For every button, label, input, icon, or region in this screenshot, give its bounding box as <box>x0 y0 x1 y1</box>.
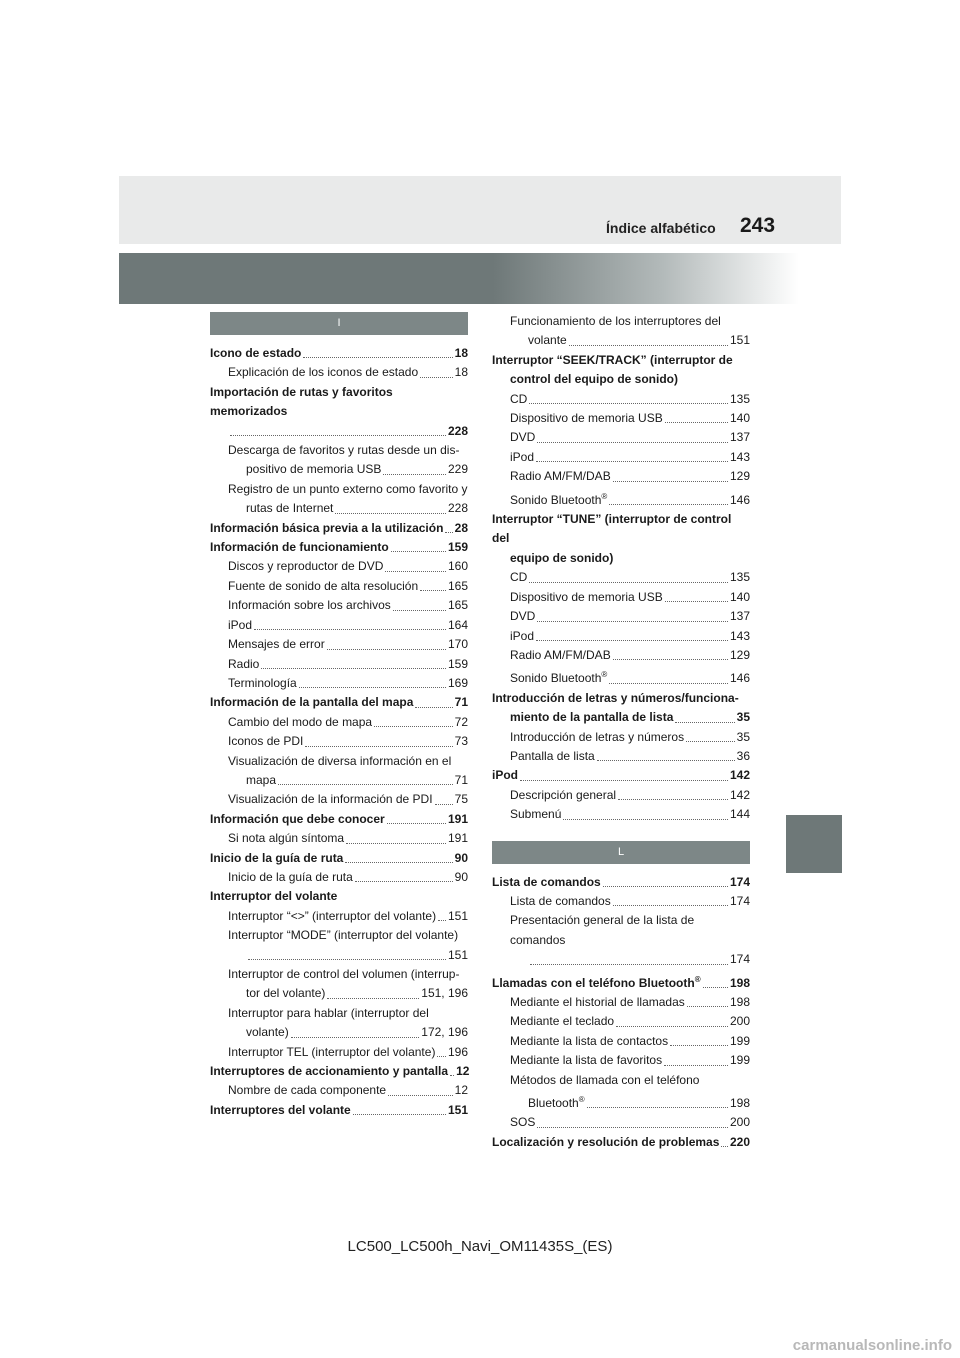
entry-label-cont: mapa <box>246 772 277 787</box>
index-entry <box>210 635 468 654</box>
entry-label-cont: Bluetooth® <box>528 1095 585 1111</box>
entry-label: Métodos de llamada con el teléfono <box>510 1072 700 1087</box>
entry-label: Introducción de letras y números <box>510 729 685 744</box>
index-entry <box>492 1012 750 1031</box>
entry-list-right-top <box>492 312 750 825</box>
entry-page: 137 <box>729 609 750 624</box>
entry-label: Mediante la lista de favoritos <box>510 1053 663 1068</box>
index-entry <box>210 1062 468 1081</box>
entry-page: 159 <box>447 540 468 555</box>
entry-page: 151 <box>447 947 468 962</box>
index-entry <box>492 510 750 568</box>
entry-label: Interruptor para hablar (interruptor del <box>228 1005 429 1020</box>
entry-page: 142 <box>729 787 750 802</box>
entry-page: 12 <box>454 1083 468 1098</box>
entry-page: 200 <box>729 1115 750 1130</box>
index-entry <box>210 868 468 887</box>
index-entry <box>492 467 750 486</box>
index-entry <box>210 810 468 829</box>
entry-label-cont: equipo de sonido) <box>510 550 614 565</box>
entry-label: Fuente de sonido de alta resolución <box>228 578 419 593</box>
entry-page: 28 <box>454 520 468 535</box>
index-entry <box>492 646 750 665</box>
entry-page: 18 <box>454 346 468 360</box>
index-entry <box>492 588 750 607</box>
index-entry <box>210 907 468 926</box>
index-entry <box>210 887 468 906</box>
entry-page: 151, 196 <box>421 986 468 1001</box>
entry-label: Radio <box>228 656 260 671</box>
entry-page: 12 <box>456 1064 470 1079</box>
index-entry <box>210 829 468 848</box>
index-entry <box>492 1051 750 1070</box>
entry-label: Interruptor TEL (interruptor del volante) <box>228 1044 436 1059</box>
index-entry <box>492 873 750 892</box>
entry-label: Submenú <box>510 807 562 822</box>
entry-label-cont: rutas de Internet <box>246 501 334 516</box>
entry-label: Visualización de diversa información en el <box>228 753 452 768</box>
entry-label: CD <box>510 570 528 585</box>
index-entry <box>492 409 750 428</box>
entry-label: Registro de un punto externo como favorito y <box>228 481 468 496</box>
entry-label-cont: volante) <box>246 1025 289 1040</box>
entry-page: 151 <box>447 1102 468 1117</box>
entry-label: Mediante la lista de contactos <box>510 1033 669 1048</box>
index-entry <box>492 786 750 805</box>
index-entry <box>492 1032 750 1051</box>
entry-page: 151 <box>729 333 750 348</box>
chapter-gradient-bar <box>119 253 799 304</box>
entry-page: 90 <box>454 869 468 884</box>
entry-label: Visualización de la información de PDI <box>228 792 433 807</box>
entry-page: 146 <box>729 671 750 686</box>
entry-label: Icono de estado <box>210 346 302 360</box>
index-entry <box>210 790 468 809</box>
index-entry <box>210 1043 468 1062</box>
entry-label: Pantalla de lista <box>510 748 595 763</box>
index-entry <box>210 519 468 538</box>
index-entry <box>492 689 750 728</box>
index-entry <box>210 557 468 576</box>
entry-page: 170 <box>447 637 468 652</box>
entry-label: iPod <box>492 768 518 783</box>
index-column-left <box>210 312 468 1120</box>
entry-label: Información sobre los archivos <box>228 598 391 613</box>
entry-page: 198 <box>729 1096 750 1111</box>
index-entry <box>492 892 750 911</box>
entry-label: Funcionamiento de los interruptores del <box>510 314 721 328</box>
index-entry <box>210 363 468 382</box>
entry-page: 73 <box>454 734 468 749</box>
index-entry <box>210 538 468 557</box>
index-entry <box>210 713 468 732</box>
entry-page: 135 <box>729 391 750 406</box>
entry-page: 165 <box>447 598 468 613</box>
index-entry <box>492 665 750 688</box>
entry-label: DVD <box>510 430 536 445</box>
entry-label: Mediante el teclado <box>510 1014 615 1029</box>
page-header-band <box>119 176 841 244</box>
entry-label-cont: tor del volante) <box>246 986 326 1001</box>
entry-page: 196 <box>447 1044 468 1059</box>
index-entry <box>492 911 750 969</box>
index-entry <box>210 1004 468 1043</box>
entry-page: 75 <box>454 792 468 807</box>
entry-list-left <box>210 344 468 1120</box>
entry-label: Introducción de letras y números/funciona- <box>492 690 739 705</box>
entry-page: 18 <box>454 365 468 380</box>
entry-label: Localización y resolución de problemas <box>492 1134 720 1149</box>
entry-label: Información de funcionamiento <box>210 540 389 555</box>
entry-label: Inicio de la guía de ruta <box>228 869 353 884</box>
entry-label: Interruptor “TUNE” (interruptor de control del <box>492 512 732 546</box>
index-entry <box>492 1113 750 1132</box>
entry-label: Lista de comandos <box>510 893 611 908</box>
entry-page: 143 <box>729 449 750 464</box>
entry-page: 172, 196 <box>421 1025 468 1040</box>
entry-page: 36 <box>736 748 750 763</box>
entry-page: 71 <box>454 695 468 710</box>
entry-label: DVD <box>510 609 536 624</box>
index-entry <box>492 993 750 1012</box>
index-entry <box>210 577 468 596</box>
index-entry <box>492 607 750 626</box>
entry-label: Mediante el historial de llamadas <box>510 995 685 1009</box>
index-entry <box>210 849 468 868</box>
index-entry <box>492 728 750 747</box>
entry-page: 228 <box>447 423 468 438</box>
entry-label: Información básica previa a la utilización <box>210 520 444 535</box>
entry-page: 174 <box>729 893 750 908</box>
entry-list-right-bottom <box>492 873 750 1153</box>
entry-label: Interruptores de accionamiento y pantalla <box>210 1064 449 1079</box>
entry-page: 140 <box>729 411 750 426</box>
entry-label: Si nota algún síntoma <box>228 831 345 846</box>
index-entry <box>492 766 750 785</box>
entry-label: Cambio del modo de mapa <box>228 714 373 729</box>
entry-label-cont: miento de la pantalla de lista <box>510 710 674 725</box>
index-entry <box>492 1071 750 1114</box>
entry-page: 35 <box>736 729 750 744</box>
index-entry <box>210 965 468 1004</box>
entry-page: 143 <box>729 628 750 643</box>
entry-label: Interruptores del volante <box>210 1102 351 1117</box>
entry-label: Presentación general de la lista de comandos <box>510 913 695 947</box>
entry-page: 151 <box>447 908 468 923</box>
entry-page: 164 <box>447 617 468 632</box>
index-entry <box>492 487 750 510</box>
index-entry <box>210 480 468 519</box>
index-entry <box>492 390 750 409</box>
entry-page: 144 <box>729 807 750 822</box>
entry-label: Iconos de PDI <box>228 734 304 749</box>
page-number: 243 <box>740 214 776 237</box>
entry-label-cont: volante <box>528 333 567 348</box>
index-entry <box>210 732 468 751</box>
entry-label: Lista de comandos <box>492 874 601 889</box>
entry-page: 199 <box>729 1033 750 1048</box>
entry-page: 169 <box>447 675 468 690</box>
entry-page: 71 <box>454 772 468 787</box>
entry-label: Información que debe conocer <box>210 811 385 826</box>
index-entry <box>492 627 750 646</box>
index-entry <box>492 805 750 824</box>
entry-label: Interruptor “MODE” (interruptor del volante) <box>228 928 459 943</box>
entry-label: Llamadas con el teléfono Bluetooth® <box>492 974 701 990</box>
entry-label: Información de la pantalla del mapa <box>210 695 414 710</box>
entry-page: 191 <box>447 831 468 846</box>
entry-page: 72 <box>454 714 468 729</box>
chapter-side-tab <box>786 815 842 873</box>
index-entry <box>492 1133 750 1152</box>
entry-page: 229 <box>447 462 468 477</box>
entry-label-cont: control del equipo de sonido) <box>510 372 678 387</box>
index-entry <box>210 596 468 615</box>
index-entry <box>210 693 468 712</box>
entry-page: 140 <box>729 589 750 604</box>
index-entry <box>210 1101 468 1120</box>
index-entry <box>210 674 468 693</box>
entry-page: 228 <box>447 501 468 516</box>
entry-label: Importación de rutas y favoritos memorizados <box>210 384 393 419</box>
entry-page: 129 <box>729 469 750 484</box>
index-entry <box>210 616 468 635</box>
entry-label: CD <box>510 391 528 406</box>
entry-label: Interruptor “<>” (interruptor del volante) <box>228 908 437 923</box>
entry-label: Descripción general <box>510 787 617 802</box>
page-title: Índice alfabético <box>606 220 716 236</box>
section-header-l: L <box>492 841 750 864</box>
entry-label: Terminología <box>228 675 297 690</box>
entry-page: 174 <box>729 874 750 889</box>
entry-page: 35 <box>736 710 750 725</box>
entry-label: Explicación de los iconos de estado <box>228 365 419 380</box>
entry-label: Inicio de la guía de ruta <box>210 850 344 865</box>
index-entry <box>210 655 468 674</box>
section-header-i: I <box>210 312 468 335</box>
index-entry <box>492 312 750 351</box>
entry-page: 160 <box>447 559 468 574</box>
entry-page: 142 <box>729 768 750 783</box>
entry-page: 191 <box>447 811 468 826</box>
entry-page: 146 <box>729 492 750 507</box>
entry-label: iPod <box>510 628 535 643</box>
entry-label: Interruptor “SEEK/TRACK” (interruptor de <box>492 352 733 367</box>
entry-label: Discos y reproductor de DVD <box>228 559 384 574</box>
index-entry <box>492 448 750 467</box>
entry-label: Interruptor del volante <box>210 889 338 904</box>
index-column-right <box>492 312 750 1152</box>
entry-label: Radio AM/FM/DAB <box>510 647 611 662</box>
entry-page: 159 <box>447 656 468 671</box>
entry-page: 135 <box>729 570 750 585</box>
entry-page: 174 <box>729 952 750 967</box>
entry-label: SOS <box>510 1115 536 1130</box>
entry-page: 220 <box>729 1134 750 1149</box>
document-code-footer: LC500_LC500h_Navi_OM11435S_(ES) <box>347 1238 613 1255</box>
index-entry <box>492 428 750 447</box>
index-entry <box>210 926 468 965</box>
entry-label: Sonido Bluetooth® <box>510 491 608 507</box>
entry-page: 129 <box>729 647 750 662</box>
entry-label: Interruptor de control del volumen (interrup- <box>228 967 460 981</box>
entry-page: 90 <box>454 850 468 865</box>
entry-page: 137 <box>729 430 750 445</box>
watermark: carmanualsonline.info <box>792 1337 952 1354</box>
entry-label: Dispositivo de memoria USB <box>510 589 663 604</box>
entry-label: Sonido Bluetooth® <box>510 670 608 686</box>
entry-page: 200 <box>729 1014 750 1029</box>
entry-page: 198 <box>729 975 750 990</box>
index-entry <box>210 1081 468 1100</box>
entry-label: iPod <box>510 449 535 464</box>
entry-page: 165 <box>447 578 468 593</box>
entry-label: Nombre de cada componente <box>228 1083 387 1098</box>
entry-label: Dispositivo de memoria USB <box>510 411 663 426</box>
entry-label: Descarga de favoritos y rutas desde un dis- <box>228 443 460 458</box>
index-entry <box>210 752 468 791</box>
entry-label: Radio AM/FM/DAB <box>510 469 611 484</box>
index-entry <box>210 344 468 363</box>
index-entry <box>492 351 750 390</box>
index-entry <box>492 568 750 587</box>
index-entry <box>492 970 750 993</box>
entry-page: 199 <box>729 1053 750 1068</box>
entry-label: Mensajes de error <box>228 637 325 652</box>
entry-label: iPod <box>228 617 253 632</box>
index-entry <box>492 747 750 766</box>
index-entry <box>210 441 468 480</box>
entry-label-cont: positivo de memoria USB <box>246 462 382 477</box>
index-entry <box>210 383 468 441</box>
entry-page: 198 <box>729 995 750 1009</box>
